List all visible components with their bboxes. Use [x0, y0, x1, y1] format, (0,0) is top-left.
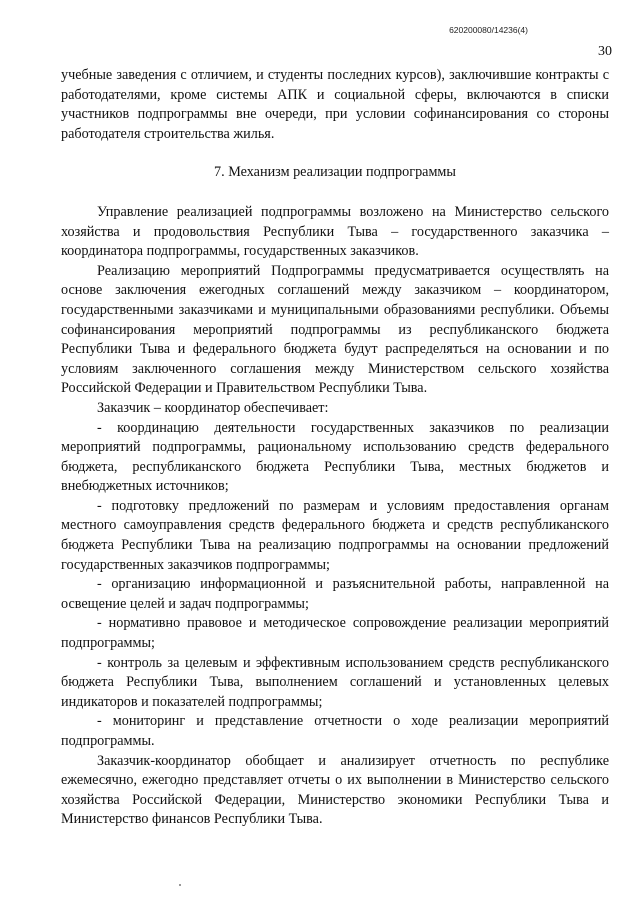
list-item-control: - контроль за целевым и эффективным использованием средств республиканского бюджета Республики Тыва, выполнением соглашений и установленных целевых индикаторов и показателей подпрограммы;: [61, 654, 609, 710]
document-id: 620200080/14236(4): [449, 25, 528, 35]
list-item-proposals: - подготовку предложений по размерам и условиям предоставления органам местного самоуправления средств федерального бюджета и средств республиканского бюджета Республики Тыва на реализацию подпрограммы на основании предложений государственных заказчиков подпрограммы;: [61, 497, 609, 573]
list-item-legal-support: - нормативно правовое и методическое сопровождение реализации мероприятий подпрограммы;: [61, 615, 609, 652]
paragraph-1: Управление реализацией подпрограммы возложено на Министерство сельского хозяйства и продовольствия Республики Тыва – государственного заказчика – координатора подпрограммы, государственных заказчиков.: [61, 203, 609, 260]
scan-artifact: [179, 884, 181, 886]
intro-paragraph: учебные заведения с отличием, и студенты последних курсов), заключившие контракты с работодателями, кроме системы АПК и социальной сферы, включаются в списки участников подпрограммы вне очереди, при условии софинансирования со стороны работодателя строительства жилья.: [61, 67, 609, 142]
list-item-coordination: - координацию деятельности государственных заказчиков по реализации мероприятий подпрограммы, рациональному использованию средств федерального бюджета, республиканского бюджета Республики Тыва, местных бюджетов и внебюджетных источников;: [61, 419, 609, 495]
paragraph-2: Реализацию мероприятий Подпрограммы предусматривается осуществлять на основе заключения ежегодных соглашений между заказчиком – координатором, государственными заказчиками и муниципальными образованиями республики. Объемы софинансирования мероприятий подпрограммы из республиканского бюджета Республики Тыва и федерального бюджета будут распределяться на основании и по условиям заключенного соглашения между Министерством сельского хозяйства Российской Федерации и Правительством Республики Тыва.: [61, 262, 609, 397]
list-item-information-work: - организацию информационной и разъяснительной работы, направленной на освещение целей и задач подпрограммы;: [61, 576, 609, 612]
paragraph-final: Заказчик-координатор обобщает и анализирует отчетность по республике ежемесячно, ежегодно представляет отчеты о их выполнении в Министерство сельского хозяйства Российской Федерации, Министерство экономики Республики Тыва и Министерство финансов Республики Тыва.: [61, 752, 609, 828]
paragraph-3: Заказчик – координатор обеспечивает:: [97, 399, 329, 416]
section-title: 7. Механизм реализации подпрограммы: [214, 164, 456, 181]
page-number: 30: [598, 44, 612, 59]
document-body: [61, 66, 609, 830]
list-item-monitoring: - мониторинг и представление отчетности о ходе реализации мероприятий подпрограммы.: [61, 713, 609, 749]
